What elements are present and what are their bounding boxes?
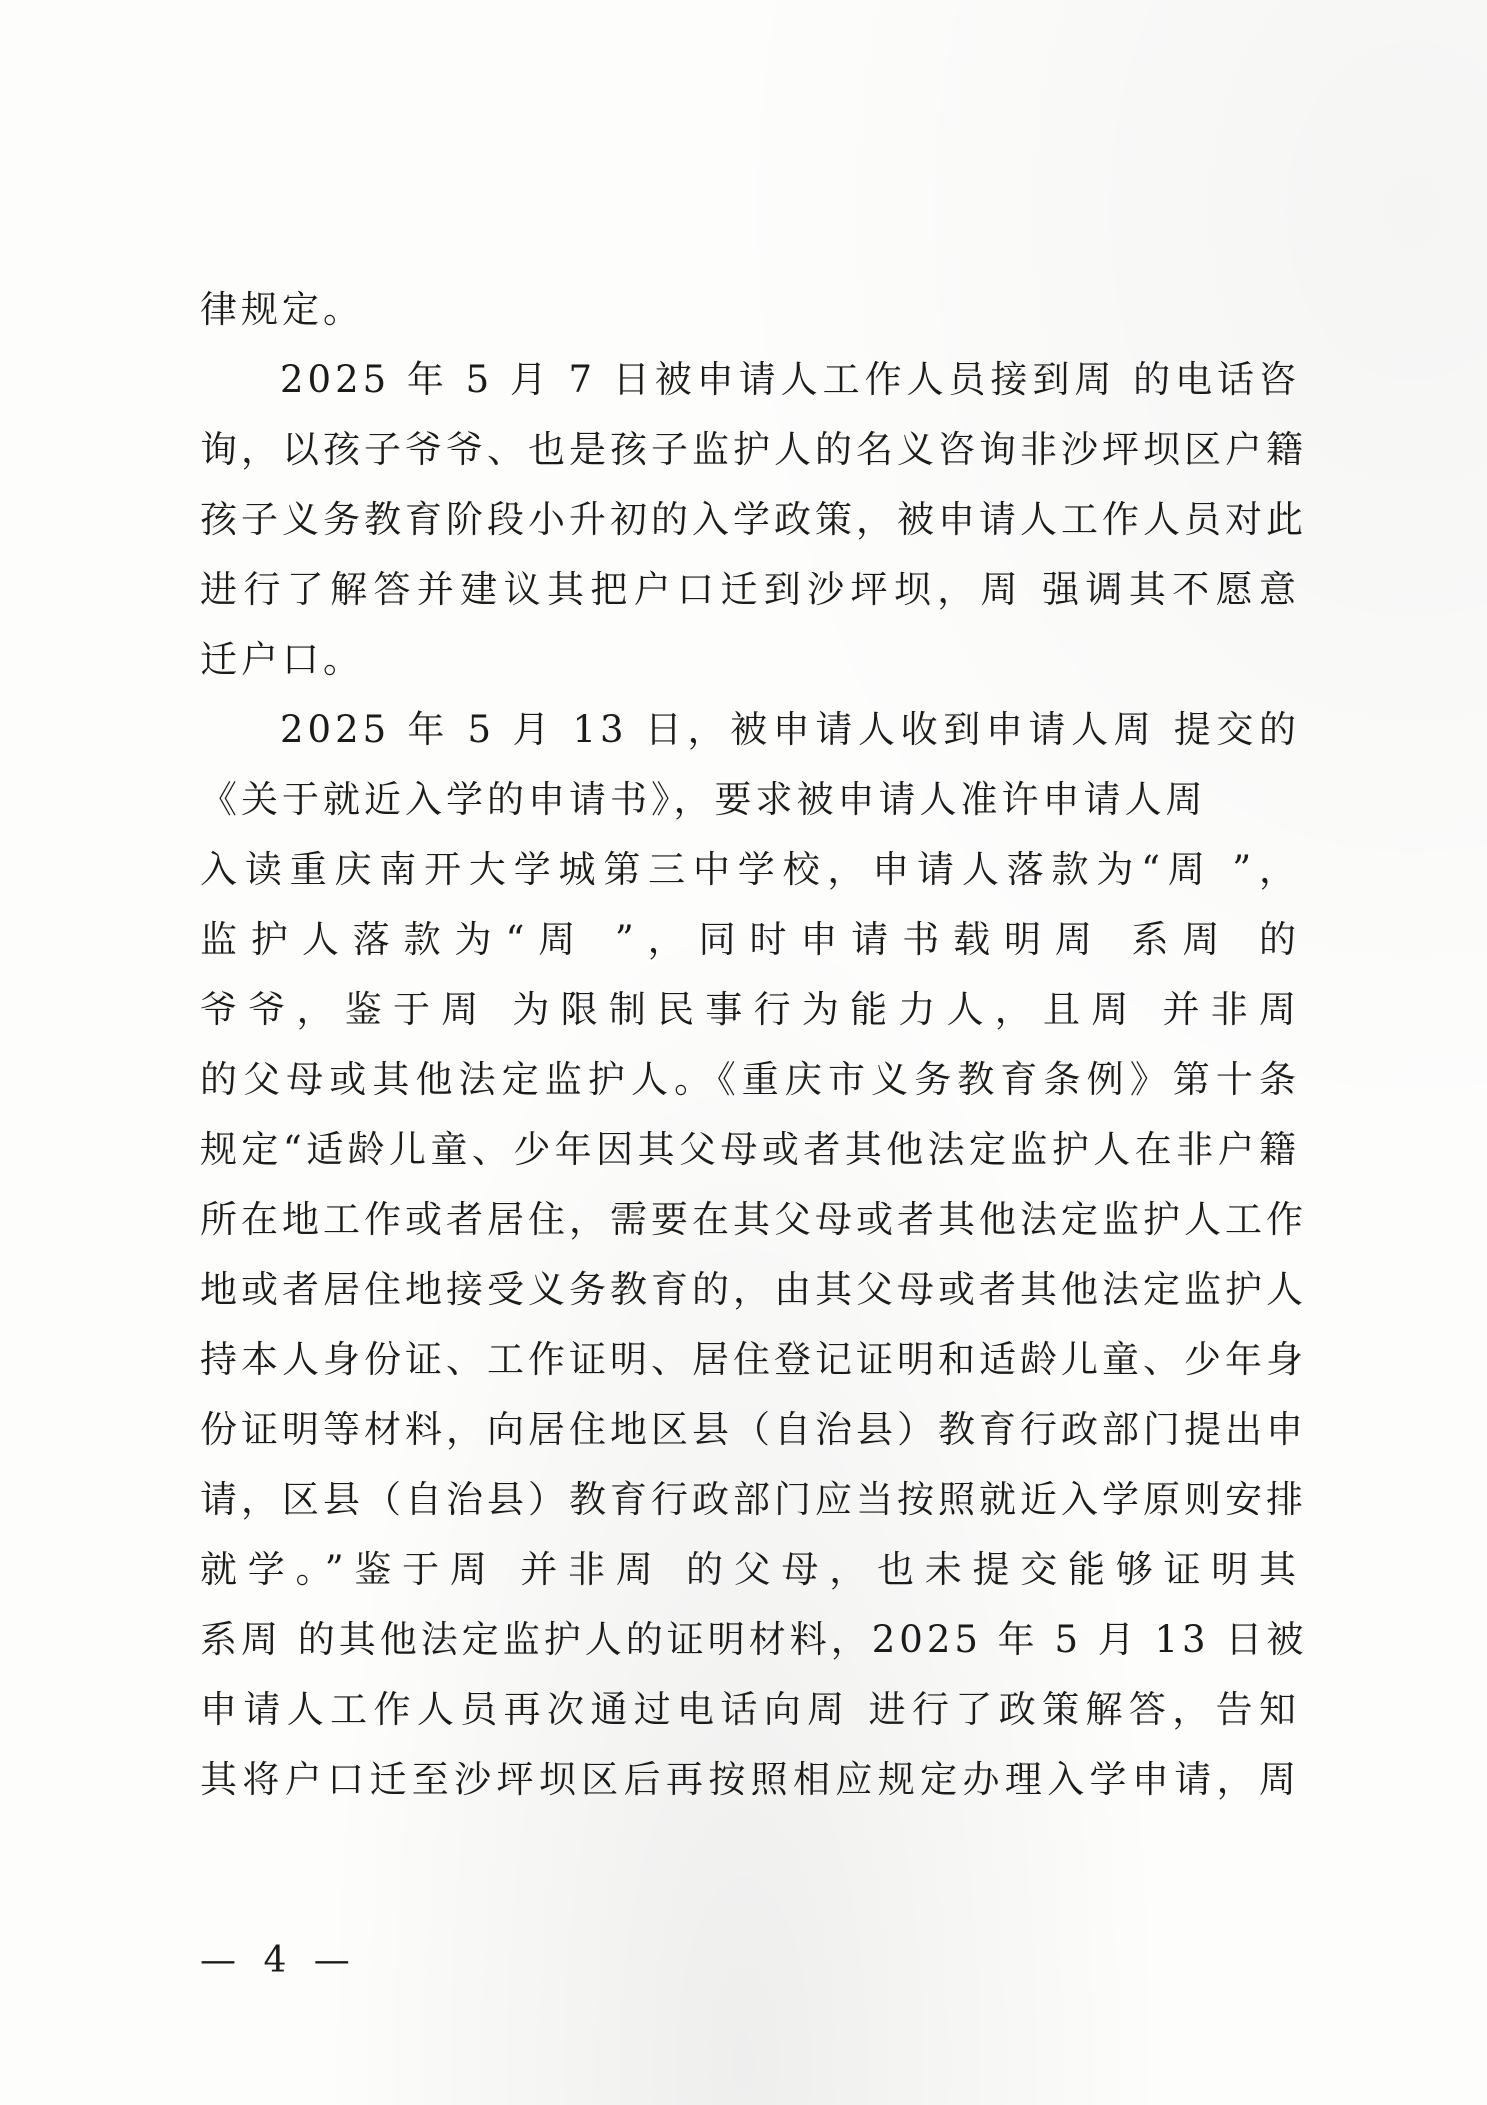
- text-line: 请，区县（自治县）教育行政部门应当按照就近入学原则安排: [200, 1478, 1307, 1521]
- text-line: 2025 年 5 月 13 日，被申请人收到申请人周 提交的: [280, 708, 1300, 751]
- text-line: 入读重庆南开大学城第三中学校，申请人落款为“周 ”，: [200, 848, 1300, 891]
- text-line: 律规定。: [200, 288, 364, 331]
- text-line: 规定“适龄儿童、少年因其父母或者其他法定监护人在非户籍: [200, 1128, 1300, 1171]
- text-line: 爷爷，鉴于周 为限制民事行为能力人，且周 并非周: [200, 988, 1300, 1031]
- text-line: 的父母或其他法定监护人。《重庆市义务教育条例》第十条: [200, 1058, 1300, 1101]
- text-line: 所在地工作或者居住，需要在其父母或者其他法定监护人工作: [200, 1198, 1307, 1241]
- text-line: 进行了解答并建议其把户口迁到沙坪坝，周 强调其不愿意: [200, 568, 1300, 611]
- text-line: 就学。”鉴于周 并非周 的父母，也未提交能够证明其: [200, 1548, 1300, 1591]
- page-number: — 4 —: [200, 1940, 358, 1981]
- text-line: 申请人工作人员再次通过电话向周 进行了政策解答，告知: [200, 1688, 1300, 1731]
- text-line: 持本人身份证、工作证明、居住登记证明和适龄儿童、少年身: [200, 1338, 1307, 1381]
- text-line: 2025 年 5 月 7 日被申请人工作人员接到周 的电话咨: [280, 358, 1300, 401]
- text-line: 其将户口迁至沙坪坝区后再按照相应规定办理入学申请，周: [200, 1758, 1300, 1801]
- text-line: 迁户口。: [200, 638, 364, 681]
- text-line: 监护人落款为“周 ”，同时申请书载明周 系周 的: [200, 918, 1300, 961]
- text-line: 《关于就近入学的申请书》，要求被申请人准许申请人周: [200, 778, 1207, 821]
- text-line: 份证明等材料，向居住地区县（自治县）教育行政部门提出申: [200, 1408, 1307, 1451]
- text-line: 询，以孩子爷爷、也是孩子监护人的名义咨询非沙坪坝区户籍: [200, 428, 1307, 471]
- text-line: 地或者居住地接受义务教育的，由其父母或者其他法定监护人: [200, 1268, 1307, 1311]
- text-line: 系周 的其他法定监护人的证明材料，2025 年 5 月 13 日被: [200, 1618, 1308, 1661]
- document-body: [200, 275, 1308, 1815]
- text-line: 孩子义务教育阶段小升初的入学政策，被申请人工作人员对此: [200, 498, 1307, 541]
